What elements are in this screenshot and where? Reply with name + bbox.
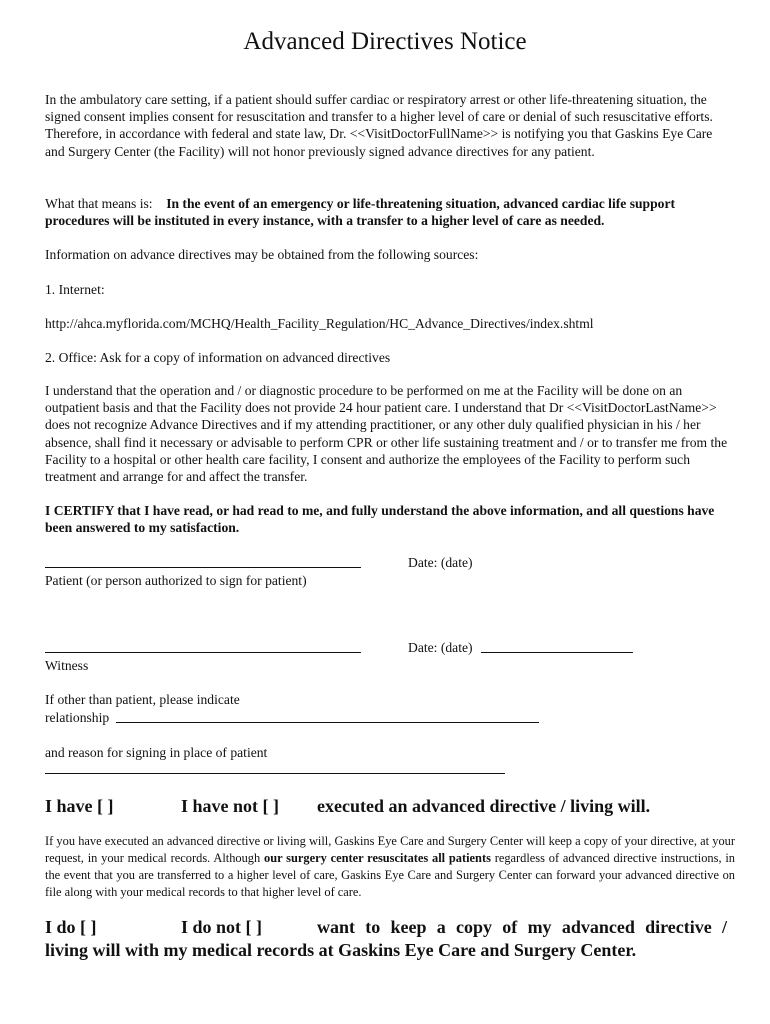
keep-copy-paragraph (45, 833, 735, 901)
patient-signature-line[interactable] (45, 567, 361, 568)
witness-signature-line[interactable] (45, 652, 361, 653)
keep-copy-text-start: If you have executed an advanced directive or living will, Gaskins Eye Care and Surgery Center will keep a copy of your directive, at your request, in your medical records. Although (45, 834, 735, 865)
i-have-not-checkbox[interactable]: I have not [ ] (181, 796, 279, 816)
relationship-line[interactable] (116, 722, 539, 723)
means-label: What that means is: (45, 196, 153, 211)
executed-directive-text: executed an advanced directive / living will. (317, 796, 651, 816)
patient-signature-label: Patient (or person authorized to sign for patient) (45, 573, 307, 588)
reason-line[interactable] (45, 773, 505, 774)
means-paragraph (45, 195, 735, 229)
means-statement: In the event of an emergency or life-threatening situation, advanced cardiac life support procedures will be instituted in every instance, with a transfer to a higher level of care as needed. (45, 196, 676, 229)
keep-copy-text-end: regardless of advanced directive instructions, in the event that you are transferred to a higher level of care, Gaskins Eye Care and Surgery Center can forward your advanced directive on file along with your medical records to that higher level of care. (45, 851, 735, 899)
i-have-checkbox[interactable]: I have [ ] (45, 796, 114, 816)
source-internet: 1. Internet: (45, 282, 105, 297)
keep-copy-bold: our surgery center resuscitates all patients (264, 851, 491, 865)
witness-label: Witness (45, 658, 89, 673)
intro-paragraph: In the ambulatory care setting, if a patient should suffer cardiac or respiratory arrest or other life-threatening situation, the signed consent implies consent for resuscitation and transfer to a higher level of care or denial of such resuscitative efforts. Therefore, in accordance with federal and state law, Dr. <<VisitDoctorFullName>> is notifying you that Gaskins Eye Care and Surgery Center (the Facility) will not honor previously signed advance directives for any patient. (45, 92, 713, 159)
want-copy-line1: want to keep a copy of my advanced directive / (317, 917, 727, 937)
source-url: http://ahca.myflorida.com/MCHQ/Health_Facility_Regulation/HC_Advance_Directives/index.shtml (45, 316, 594, 331)
other-than-patient-text: If other than patient, please indicate (45, 692, 240, 707)
witness-date-line[interactable] (481, 652, 633, 653)
patient-date-label: Date: (date) (408, 555, 473, 570)
source-office: 2. Office: Ask for a copy of information on advanced directives (45, 350, 391, 365)
want-copy-line2: living will with my medical records at Gaskins Eye Care and Surgery Center. (45, 940, 637, 960)
relationship-label: relationship (45, 710, 110, 725)
witness-date-label: Date: (date) (408, 640, 473, 655)
i-do-checkbox[interactable]: I do [ ] (45, 917, 97, 937)
page-title: Advanced Directives Notice (243, 28, 527, 55)
understand-paragraph: I understand that the operation and / or diagnostic procedure to be performed on me at the Facility will be done on an outpatient basis and that the Facility does not provide 24 hour patient care. I understand that Dr <<VisitDoctorLastName>> does not recognize Advance Directives and if my attending practitioner, or any other duly qualified physician in his / her absence, shall find it necessary or advisable to perform CPR or other life sustaining treatment and / or to transfer me from the Facility to a hospital or other health care facility, I consent and authorize the employees of the Facility to perform such treatment and arrange for and affect the transfer. (45, 383, 728, 485)
i-do-not-checkbox[interactable]: I do not [ ] (181, 917, 263, 937)
reason-label: and reason for signing in place of patient (45, 745, 268, 760)
info-sources-text: Information on advance directives may be obtained from the following sources: (45, 247, 479, 262)
certify-statement: I CERTIFY that I have read, or had read to me, and fully understand the above information, and all questions have been answered to my satisfaction. (45, 503, 715, 536)
